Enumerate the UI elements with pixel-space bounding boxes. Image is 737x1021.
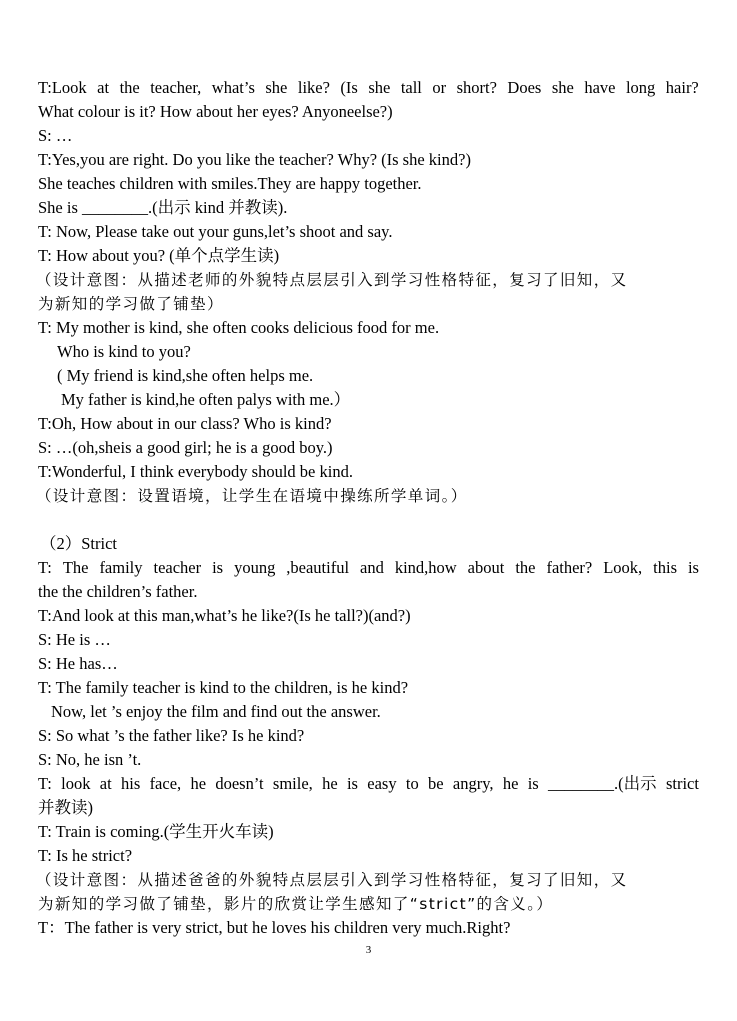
word: father? (546, 558, 593, 577)
word: (Is (340, 78, 358, 97)
text-line: My father is kind,he often palys with me.） (61, 390, 351, 409)
word: is (687, 558, 699, 577)
text-line: T: Is he strict? (38, 846, 133, 865)
word: The (62, 558, 89, 577)
text-line: T:Wonderful, I think everybody should be kind. (38, 462, 353, 481)
word: long (625, 78, 656, 97)
word: and (360, 558, 384, 577)
text-line: 并教读) (38, 798, 93, 817)
word: have (584, 78, 616, 97)
word: short? (456, 78, 497, 97)
word: easy (367, 774, 397, 793)
design-note-line: 为新知的学习做了铺垫，影片的欣赏让学生感知了“strict”的含义。） (38, 895, 554, 913)
word: his (121, 774, 141, 793)
text-line: T: How about you? (单个点学生读) (38, 246, 280, 265)
word: hair? (665, 78, 699, 97)
word: family (99, 558, 143, 577)
text-line: S: …(oh,sheis a good girl; he is a good boy.) (38, 438, 333, 457)
text-line: T:Yes,you are right. Do you like the teacher? Why? (Is she kind?) (38, 150, 471, 169)
word: doesn’t (215, 774, 264, 793)
text-line: ( My friend is kind,she often helps me. (57, 366, 314, 385)
word: is (527, 774, 539, 793)
design-note-line: （设计意图：设置语境，让学生在语境中操练所学单词。） (36, 487, 468, 505)
text-line: the the children’s father. (38, 582, 198, 601)
text-line: She teaches children with smiles.They are happy together. (38, 174, 422, 193)
word: teacher (153, 558, 202, 577)
word: what’s (211, 78, 255, 97)
word: is (212, 558, 224, 577)
text-line: T: Train is coming.(学生开火车读) (38, 822, 274, 841)
text-line: S: No, he isn ’t. (38, 750, 142, 769)
design-note-line: （设计意图：从描述爸爸的外貌特点层层引入到学习性格特征，复习了旧知，又 (36, 871, 628, 889)
word: angry, (452, 774, 494, 793)
word: the (515, 558, 536, 577)
word: T: (38, 558, 52, 577)
design-note-line: （设计意图：从描述老师的外貌特点层层引入到学习性格特征，复习了旧知，又 (36, 271, 628, 289)
word: smile, (272, 774, 313, 793)
word: this (653, 558, 677, 577)
word: she (265, 78, 288, 97)
word: is (346, 774, 358, 793)
word: ________.(出示 (548, 774, 657, 793)
word: he (190, 774, 207, 793)
text-line: S: He has… (38, 654, 118, 673)
text-line: T：The father is very strict, but he loves his children very much.Right? (38, 918, 511, 937)
word: she (551, 78, 574, 97)
text-line: S: … (38, 126, 73, 145)
text-line: T: The family teacher is kind to the children, is he kind? (38, 678, 409, 697)
design-note-line: 为新知的学习做了铺垫） (38, 295, 224, 313)
word: at (97, 78, 110, 97)
word: kind,how (394, 558, 457, 577)
word: Look, (603, 558, 643, 577)
word: be (428, 774, 444, 793)
text-line: She is ________.(出示 kind 并教读). (38, 198, 288, 217)
word: at (99, 774, 112, 793)
word: or (432, 78, 447, 97)
word: she (368, 78, 391, 97)
word: T: (38, 774, 52, 793)
word: like? (297, 78, 330, 97)
word: Does (507, 78, 542, 97)
word: he (322, 774, 338, 793)
word: he (502, 774, 519, 793)
word: about (467, 558, 505, 577)
word: young (234, 558, 276, 577)
text-line: S: He is … (38, 630, 111, 649)
page-number: 3 (365, 944, 372, 956)
word: face, (149, 774, 182, 793)
word: ,beautiful (286, 558, 350, 577)
text-line: T: My mother is kind, she often cooks delicious food for me. (38, 318, 440, 337)
text-line: Who is kind to you? (57, 342, 191, 361)
text-line (38, 556, 699, 580)
text-line: S: So what ’s the father like? Is he kind? (38, 726, 305, 745)
text-line: T: Now, Please take out your guns,let’s shoot and say. (38, 222, 393, 241)
text-line: T:Oh, How about in our class? Who is kind? (38, 414, 332, 433)
text-line: What colour is it? How about her eyes? Anyoneelse?) (38, 102, 393, 121)
word: to (405, 774, 419, 793)
word: tall (400, 78, 422, 97)
text-line: T:And look at this man,what’s he like?(Is he tall?)(and?) (38, 606, 411, 625)
text-line (38, 772, 699, 796)
word: the (119, 78, 140, 97)
text-line (38, 76, 699, 100)
word: strict (665, 774, 699, 793)
text-line: Now, let ’s enjoy the film and find out the answer. (51, 702, 381, 721)
word: T:Look (38, 78, 87, 97)
word: teacher, (150, 78, 202, 97)
section-heading: （2）Strict (40, 534, 117, 553)
word: look (61, 774, 91, 793)
